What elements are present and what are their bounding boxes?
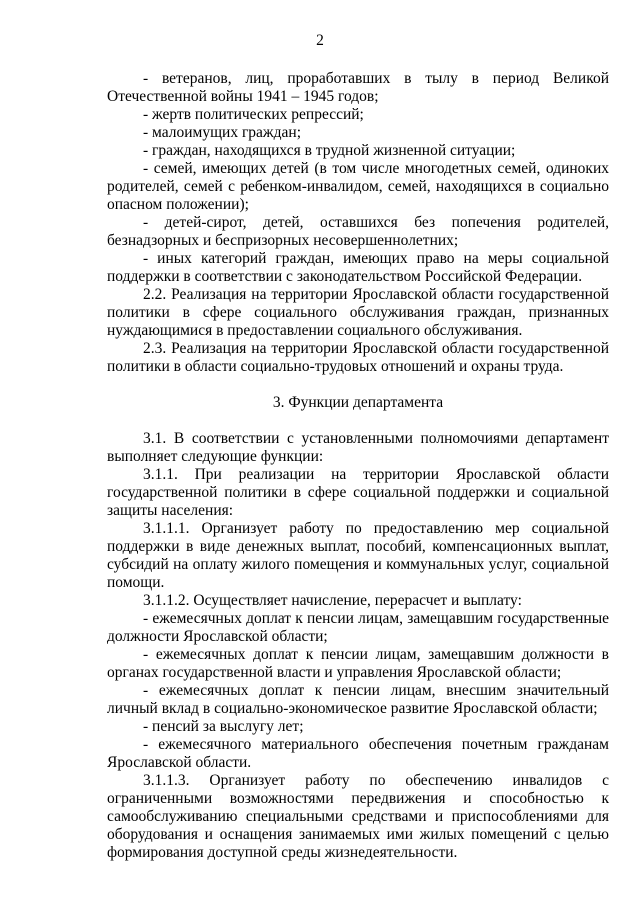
list-item-government-bodies: - ежемесячных доплат к пенсии лицам, замещавшим должности в органах государственной власти и управления Ярославской области;	[107, 646, 609, 681]
section-heading: 3. Функции департамента	[272, 394, 444, 411]
page-number: 2	[316, 32, 324, 49]
list-item-veterans: - ветеранов, лиц, проработавших в тылу в период Великой Отечественной войны 1941 – 1945 годов;	[107, 70, 609, 105]
paragraph-3-1-1-3: 3.1.1.3. Организует работу по обеспечению инвалидов с ограниченными возможностями передвижения и способностью к самообслуживанию специальными средствами и приспособлениями для оборудования и оснащения занимаемых ими жилых помещений с целью формирования доступной среды жизнедеятельности.	[107, 772, 609, 861]
list-item-seniority-pensions: - пенсий за выслугу лет;	[143, 718, 304, 735]
paragraph-3-1-1: 3.1.1. При реализации на территории Ярославской области государственной политики в сфере социальной поддержки и социальной защиты населения:	[107, 466, 609, 519]
list-item-honorary-citizens: - ежемесячного материального обеспечения почетным гражданам Ярославской области.	[107, 736, 609, 771]
list-item-hardship: - граждан, находящихся в трудной жизненной ситуации;	[143, 142, 516, 159]
paragraph-2-2: 2.2. Реализация на территории Ярославской области государственной политики в сфере социального обслуживания граждан, признанных нуждающимися в предоставлении социального обслуживания.	[107, 286, 609, 339]
list-item-families: - семей, имеющих детей (в том числе многодетных семей, одиноких родителей, семей с ребенком-инвалидом, семей, находящихся в социально опасном положении);	[107, 160, 609, 213]
list-item-other-categories: - иных категорий граждан, имеющих право на меры социальной поддержки в соответствии с законодательством Российской Федерации.	[107, 250, 609, 285]
document-body	[107, 70, 609, 862]
list-item-low-income: - малоимущих граждан;	[143, 124, 302, 141]
paragraph-3-1: 3.1. В соответствии с установленными полномочиями департамент выполняет следующие функции:	[107, 430, 609, 465]
paragraph-3-1-1-1: 3.1.1.1. Организует работу по предоставлению мер социальной поддержки в виде денежных выплат, пособий, компенсационных выплат, субсидий на оплату жилого помещения и коммунальных услуг, социальной помощи.	[107, 520, 609, 591]
paragraph-3-1-1-2: 3.1.1.2. Осуществляет начисление, перерасчет и выплату:	[143, 592, 522, 609]
list-item-repression-victims: - жертв политических репрессий;	[143, 106, 364, 123]
list-item-personal-contribution: - ежемесячных доплат к пенсии лицам, внесшим значительный личный вклад в социально-экономическое развитие Ярославской области;	[107, 682, 609, 717]
list-item-state-positions: - ежемесячных доплат к пенсии лицам, замещавшим государственные должности Ярославской области;	[107, 610, 609, 645]
paragraph-2-3: 2.3. Реализация на территории Ярославской области государственной политики в области социально-трудовых отношений и охраны труда.	[107, 340, 609, 375]
list-item-orphans: - детей-сирот, детей, оставшихся без попечения родителей, безнадзорных и беспризорных несовершеннолетних;	[107, 214, 609, 249]
